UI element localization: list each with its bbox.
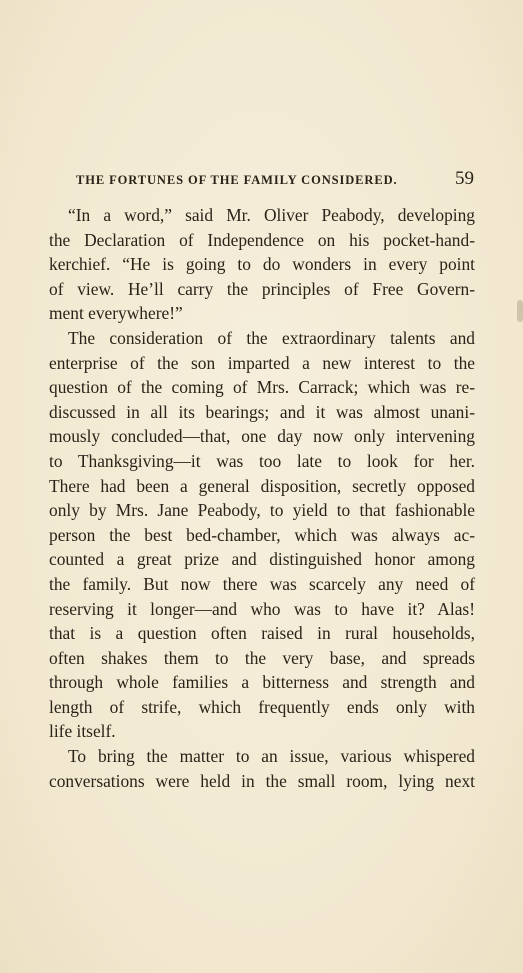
text-line: enterprise of the son imparted a new interest to the — [49, 352, 475, 373]
page-number: 59 — [455, 168, 474, 189]
text-line: the family. But now there was scarcely any need of — [49, 573, 475, 594]
text-line: that is a question often raised in rural households, — [49, 623, 475, 644]
text-line: to Thanksgiving—it was too late to look for her. — [49, 450, 475, 471]
text-line: kerchief. “He is going to do wonders in every point — [49, 254, 475, 275]
text-line: ment everywhere!” — [49, 303, 183, 324]
text-line: discussed in all its bearings; and it was almost unani- — [49, 401, 475, 422]
running-title: THE FORTUNES OF THE FAMILY CONSIDERED. — [76, 173, 398, 187]
text-line: conversations were held in the small room, lying next — [49, 770, 475, 791]
text-line: only by Mrs. Jane Peabody, to yield to that fashionable — [49, 500, 475, 521]
text-line: The consideration of the extraordinary talents and — [68, 327, 475, 348]
text-line: “In a word,” said Mr. Oliver Peabody, developing — [68, 205, 475, 225]
text-line: often shakes them to the very base, and spreads — [49, 647, 475, 668]
text-line: mously concluded—that, one day now only intervening — [49, 426, 475, 447]
text-line: through whole families a bitterness and strength and — [49, 672, 475, 693]
text-line: person the best bed-chamber, which was always ac- — [49, 524, 475, 545]
body-text — [49, 203, 475, 793]
text-line: There had been a general disposition, secretly opposed — [49, 475, 475, 496]
text-line: length of strife, which frequently ends only with — [49, 696, 475, 717]
text-line: the Declaration of Independence on his pocket-hand- — [49, 229, 475, 250]
text-line: reserving it longer—and who was to have it? Alas! — [49, 598, 475, 619]
text-line: life itself. — [49, 721, 116, 742]
text-line: of view. He’ll carry the principles of Free Govern- — [49, 278, 475, 299]
text-line: counted a great prize and distinguished honor among — [49, 549, 475, 570]
text-line: question of the coming of Mrs. Carrack; which was re- — [49, 377, 475, 398]
text-line: To bring the matter to an issue, various whispered — [68, 746, 475, 767]
page-edge-mark — [517, 300, 523, 322]
running-head — [76, 168, 474, 190]
